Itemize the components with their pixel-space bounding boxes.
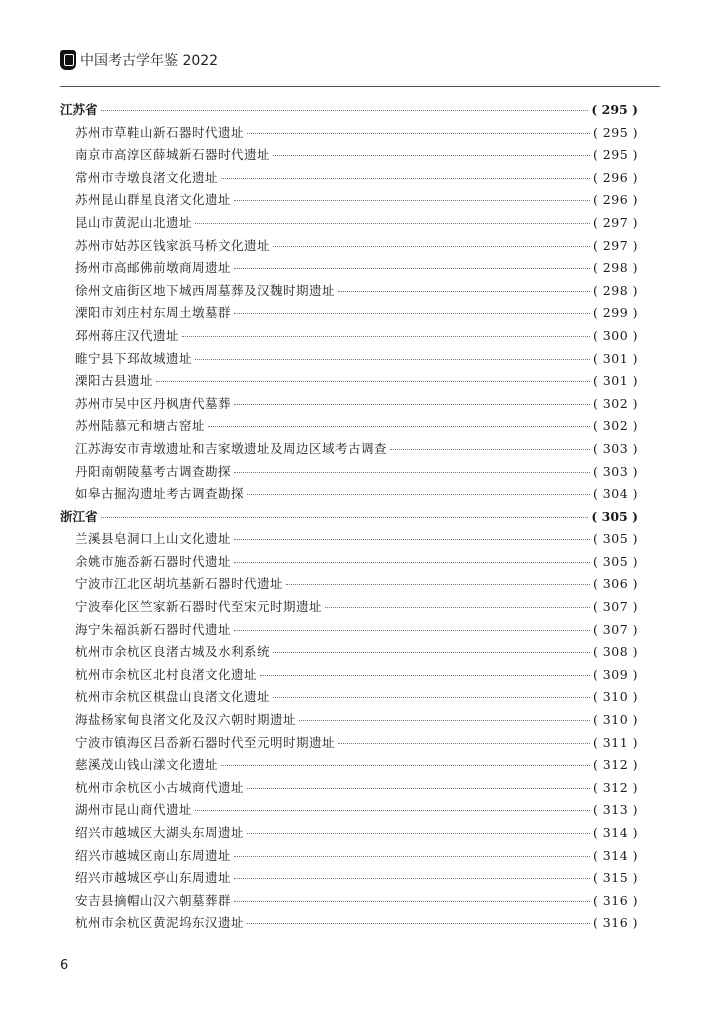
toc-site-entry <box>60 620 638 643</box>
toc-entry-title: 常州市寺墩良渚文化遗址 <box>75 169 219 185</box>
toc-province-entry <box>60 100 638 123</box>
toc-site-entry <box>60 529 638 552</box>
toc-site-entry <box>60 642 638 665</box>
toc-entry-title: 如皋古掘沟遗址考古调查勘探 <box>75 486 245 502</box>
toc-site-entry <box>60 552 638 575</box>
toc-entry-title: 溧阳古县遗址 <box>75 373 154 389</box>
toc-entry-title: 慈溪茂山钱山漾文化遗址 <box>75 757 219 773</box>
toc-entry-title: 江苏省 <box>60 102 98 117</box>
toc-site-entry <box>60 868 638 891</box>
toc-entry-page: ( 312 ) <box>592 757 638 773</box>
toc-entry-title: 浙江省 <box>60 508 98 524</box>
toc-entry-title: 苏州市吴中区丹枫唐代墓葬 <box>75 395 232 411</box>
dot-leader <box>208 426 590 427</box>
toc-entry-title: 徐州文庙街区地下城西周墓葬及汉魏时期遗址 <box>75 282 336 298</box>
toc-entry-page: ( 305 ) <box>592 531 638 547</box>
toc-entry-title: 杭州市余杭区良渚古城及水利系统 <box>75 644 271 660</box>
dot-leader <box>234 539 590 540</box>
toc-entry-page: ( 307 ) <box>592 621 638 637</box>
toc-entry-page: ( 305 ) <box>591 508 638 524</box>
toc-entry-title: 邳州蒋庄汉代遗址 <box>75 327 180 343</box>
toc-site-entry <box>60 371 638 394</box>
toc-entry-title: 江苏海安市青墩遗址和吉家墩遗址及周边区域考古调查 <box>75 440 388 456</box>
toc-site-entry <box>60 778 638 801</box>
dot-leader <box>234 200 590 201</box>
toc-site-entry <box>60 913 638 936</box>
dot-leader <box>299 720 590 721</box>
toc-entry-page: ( 301 ) <box>592 350 638 366</box>
dot-leader <box>234 404 590 405</box>
toc-site-entry <box>60 846 638 869</box>
toc-entry-page: ( 302 ) <box>592 418 638 434</box>
yearbook-logo-icon <box>60 50 76 70</box>
toc-entry-page: ( 312 ) <box>592 779 638 795</box>
dot-leader <box>195 223 590 224</box>
toc-site-entry <box>60 145 638 168</box>
toc-entry-page: ( 304 ) <box>592 486 638 502</box>
toc-site-entry <box>60 326 638 349</box>
toc-entry-page: ( 316 ) <box>592 915 638 931</box>
dot-leader <box>338 291 590 292</box>
dot-leader <box>234 901 590 902</box>
toc-entry-title: 海盐杨家甸良渚文化及汉六朝时期遗址 <box>75 712 297 728</box>
toc-entry-page: ( 296 ) <box>592 169 638 185</box>
toc-site-entry <box>60 462 638 485</box>
toc-entry-title: 绍兴市越城区大湖头东周遗址 <box>75 825 245 840</box>
dot-leader <box>234 313 590 314</box>
dot-leader <box>260 675 590 676</box>
toc-site-entry <box>60 710 638 733</box>
toc-entry-page: ( 308 ) <box>592 644 638 660</box>
toc-entry-title: 杭州市余杭区小古城商代遗址 <box>75 779 245 795</box>
toc-site-entry <box>60 349 638 372</box>
toc-entry-title: 兰溪县皂洞口上山文化遗址 <box>75 531 232 547</box>
toc-site-entry <box>60 123 638 146</box>
toc-entry-page: ( 310 ) <box>592 689 638 705</box>
dot-leader <box>273 246 590 247</box>
toc-site-entry <box>60 755 638 778</box>
toc-entry-page: ( 298 ) <box>592 282 638 298</box>
toc-entry-page: ( 315 ) <box>592 870 638 886</box>
dot-leader <box>247 494 590 495</box>
toc-entry-page: ( 302 ) <box>592 395 638 411</box>
toc-entry-title: 苏州昆山群星良渚文化遗址 <box>75 192 232 208</box>
dot-leader <box>221 765 590 766</box>
dot-leader <box>247 833 590 834</box>
toc-entry-page: ( 306 ) <box>592 576 638 592</box>
toc-entry-title: 睢宁县下邳故城遗址 <box>75 350 193 366</box>
header-rule <box>60 86 660 87</box>
toc-entry-title: 宁波市江北区胡坑基新石器时代遗址 <box>75 576 284 592</box>
toc-site-entry <box>60 665 638 688</box>
toc-entry-title: 昆山市黄泥山北遗址 <box>75 214 193 230</box>
toc-entry-page: ( 309 ) <box>592 666 638 682</box>
toc-site-entry <box>60 597 638 620</box>
toc-entry-title: 溧阳市刘庄村东周土墩墓群 <box>75 305 232 321</box>
dot-leader <box>221 178 590 179</box>
toc-entry-page: ( 297 ) <box>592 214 638 230</box>
dot-leader <box>234 562 590 563</box>
toc-entry-page: ( 300 ) <box>592 327 638 343</box>
toc-entry-title: 南京市高淳区薛城新石器时代遗址 <box>75 147 271 163</box>
toc-entry-title: 丹阳南朝陵墓考古调查勘探 <box>75 463 232 479</box>
toc-entry-page: ( 299 ) <box>592 305 638 321</box>
running-header <box>60 50 218 70</box>
dot-leader <box>101 517 589 518</box>
toc-entry-page: ( 310 ) <box>592 712 638 728</box>
dot-leader <box>338 743 590 744</box>
toc-site-entry <box>60 823 638 846</box>
toc-entry-page: ( 313 ) <box>592 802 638 818</box>
toc-entry-page: ( 295 ) <box>592 147 638 163</box>
toc-site-entry <box>60 213 638 236</box>
toc-site-entry <box>60 800 638 823</box>
dot-leader <box>273 652 590 653</box>
dot-leader <box>234 472 590 473</box>
toc-entry-title: 安吉县摘帽山汉六朝墓葬群 <box>75 892 232 908</box>
toc-entry-page: ( 297 ) <box>592 237 638 253</box>
dot-leader <box>247 923 590 924</box>
page-number: 6 <box>60 958 69 973</box>
toc-site-entry <box>60 484 638 507</box>
toc-entry-title: 杭州市余杭区黄泥坞东汉遗址 <box>75 915 245 931</box>
toc-entry-title: 苏州市姑苏区钱家浜马桥文化遗址 <box>75 237 271 253</box>
toc-entry-title: 绍兴市越城区南山东周遗址 <box>75 847 232 863</box>
toc-entry-page: ( 296 ) <box>592 192 638 208</box>
dot-leader <box>286 584 590 585</box>
toc-entry-title: 苏州陆慕元和塘古窑址 <box>75 418 206 434</box>
toc-site-entry <box>60 574 638 597</box>
dot-leader <box>247 788 590 789</box>
toc-site-entry <box>60 168 638 191</box>
toc-site-entry <box>60 733 638 756</box>
toc-entry-title: 杭州市余杭区棋盘山良渚文化遗址 <box>75 689 271 705</box>
dot-leader <box>390 449 590 450</box>
toc-province-entry <box>60 507 638 530</box>
toc-site-entry <box>60 258 638 281</box>
dot-leader <box>325 607 590 608</box>
dot-leader <box>195 810 590 811</box>
toc-entry-page: ( 314 ) <box>592 825 638 840</box>
toc-site-entry <box>60 303 638 326</box>
dot-leader <box>234 268 590 269</box>
toc-entry-page: ( 295 ) <box>591 102 638 117</box>
dot-leader <box>182 336 590 337</box>
toc-site-entry <box>60 687 638 710</box>
toc-entry-title: 余姚市施岙新石器时代遗址 <box>75 553 232 569</box>
toc-site-entry <box>60 236 638 259</box>
toc-entry-page: ( 303 ) <box>592 440 638 456</box>
toc-site-entry <box>60 190 638 213</box>
toc-entry-title: 苏州市草鞋山新石器时代遗址 <box>75 124 245 140</box>
toc-entry-page: ( 301 ) <box>592 373 638 389</box>
dot-leader <box>234 878 590 879</box>
toc-entry-page: ( 314 ) <box>592 847 638 863</box>
dot-leader <box>273 697 590 698</box>
dot-leader <box>101 110 589 111</box>
table-of-contents <box>60 100 638 936</box>
toc-entry-page: ( 295 ) <box>592 124 638 140</box>
toc-entry-title: 湖州市昆山商代遗址 <box>75 802 193 818</box>
toc-entry-title: 扬州市高邮佛前墩商周遗址 <box>75 260 232 276</box>
dot-leader <box>234 856 590 857</box>
book-title: 中国考古学年鉴 2022 <box>80 53 219 69</box>
toc-entry-title: 宁波奉化区竺家新石器时代至宋元时期遗址 <box>75 599 323 615</box>
toc-site-entry <box>60 281 638 304</box>
toc-entry-page: ( 316 ) <box>592 892 638 908</box>
toc-entry-title: 绍兴市越城区亭山东周遗址 <box>75 870 232 886</box>
toc-entry-page: ( 311 ) <box>592 734 638 750</box>
dot-leader <box>247 133 590 134</box>
toc-site-entry <box>60 891 638 914</box>
dot-leader <box>156 381 590 382</box>
toc-entry-title: 杭州市余杭区北村良渚文化遗址 <box>75 666 258 682</box>
dot-leader <box>234 630 590 631</box>
toc-entry-page: ( 298 ) <box>592 260 638 276</box>
toc-entry-title: 宁波市镇海区吕岙新石器时代至元明时期遗址 <box>75 734 336 750</box>
toc-entry-title: 海宁朱福浜新石器时代遗址 <box>75 621 232 637</box>
dot-leader <box>195 359 590 360</box>
toc-entry-page: ( 303 ) <box>592 463 638 479</box>
toc-site-entry <box>60 439 638 462</box>
toc-site-entry <box>60 394 638 417</box>
toc-entry-page: ( 307 ) <box>592 599 638 615</box>
toc-entry-page: ( 305 ) <box>592 553 638 569</box>
dot-leader <box>273 155 590 156</box>
toc-site-entry <box>60 416 638 439</box>
